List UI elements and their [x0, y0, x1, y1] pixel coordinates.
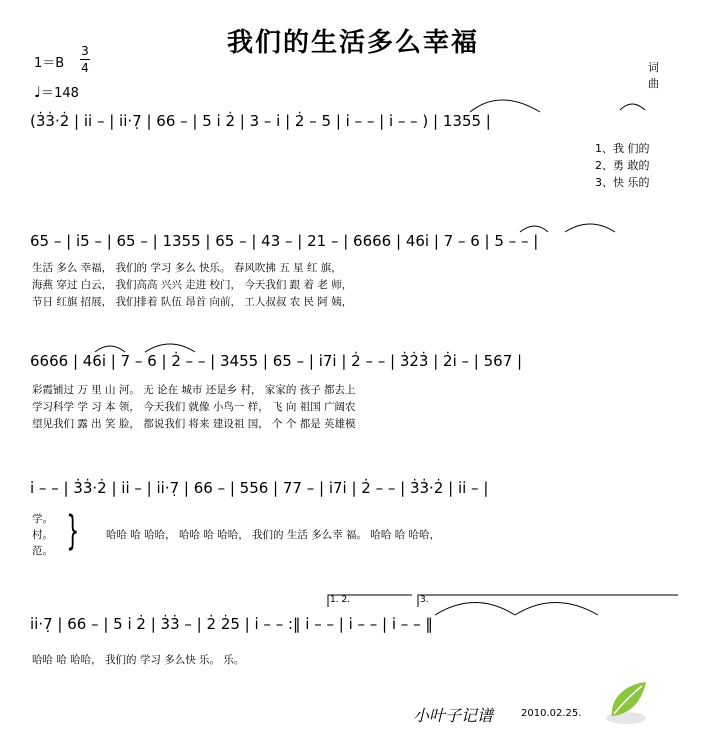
- notation-line-3: 6666 | 46i̇ | 7 – 6 | 2̇ – – | 3455 | 65 – | i̇7i̇ | 2̇ – – | 3̇2̇3̇ | 2̇i̇ – | 567 |: [30, 352, 523, 370]
- verse-2-start: 2、勇 敢的: [595, 159, 650, 172]
- lyric-3-v2: 学习科学 学 习 本 领， 今天我们 就像 小鸟一 样， 飞 向 祖国 广阔农: [32, 401, 356, 413]
- ending-v1: 学。: [32, 513, 53, 525]
- lyric-3-v1: 彩霞铺过 万 里 山 河。 无 论在 城市 还是乡 村， 家家的 孩子 都去上: [32, 384, 356, 396]
- notation-line-5: i̇i̇·7̣ | 66 – | 5 i̇ 2̇ | 3̇3̇ – | 2̇ 2̇5 | i̇ – – :‖ i̇ – – | i̇ – – | i̇ – – ‖: [30, 615, 433, 633]
- lyric-2-v3: 节日 红旗 招展， 我们排着 队伍 昂首 向前， 工人叔叔 农 民 阿 姨，: [32, 296, 353, 308]
- slur-row5-b: [515, 603, 598, 616]
- transcription-date: 2010.02.25.: [521, 708, 582, 719]
- lyric-2-v1: 生活 多么 幸福， 我们的 学习 多么 快乐。 春风吹拂 五 星 红 旗，: [32, 262, 342, 274]
- slur-row1-a: [470, 100, 540, 112]
- volta-1-label: 1. 2.: [330, 595, 351, 605]
- song-title: 我们的生活多么幸福: [226, 28, 479, 58]
- verse-3-start: 3、快 乐的: [595, 176, 650, 189]
- quarter-note-icon: ♩: [34, 83, 42, 101]
- meter-top: 3: [81, 44, 89, 58]
- key-signature: 1＝B: [34, 56, 65, 71]
- volta-1-bracket: [328, 595, 412, 607]
- slur-row5-a: [435, 603, 515, 616]
- slur-row2-a: [520, 226, 548, 232]
- slur-row3-a: [95, 346, 125, 352]
- notation-line-2: 65 – | i̇5 – | 65 – | 1355 | 65 – | 43 – | 21 – | 6666 | 46i̇ | 7 – 6 | 5 – – |: [30, 232, 539, 250]
- ending-v3: 范。: [32, 545, 53, 557]
- lyric-4-chorus: 哈哈 哈 哈哈， 哈哈 哈 哈哈， 我们的 生活 多么幸 福。 哈哈 哈 哈哈，: [106, 529, 441, 541]
- lyricist-label: 词: [648, 61, 659, 74]
- lyric-2-v2: 海燕 穿过 白云， 我们高高 兴兴 走进 校门， 今天我们 跟 着 老 师，: [32, 279, 353, 291]
- volta-2-label: 3.: [420, 595, 429, 605]
- notation-line-4: i̇ – – | 3̇3̇·2̇ | i̇i̇ – | i̇i̇·7̣ | 66 – | 556 | 77 – | i̇7i̇ | 2̇ – – | 3̇3̇·2̇ | i̇i̇ – |: [30, 479, 489, 497]
- transcriber-signature: 小叶子记谱: [413, 706, 494, 725]
- verse-1-start: 1、我 们的: [595, 142, 650, 155]
- lyric-5-chorus: 哈哈 哈 哈哈， 我们的 学习 多么快 乐。 乐。: [32, 654, 245, 666]
- ending-v2: 村。: [32, 529, 53, 541]
- tempo-value: ＝148: [41, 86, 79, 101]
- slur-row1-b: [620, 104, 645, 110]
- composer-label: 曲: [648, 77, 659, 90]
- leaf-logo-icon: [602, 678, 650, 728]
- notation-line-1: (3̇3̇·2̇ | i̇i̇ – | i̇i̇·7̣ | 66 – | 5 i̇ 2̇ | 3 – i̇ | 2̇ – 5 | i̇ – – | i̇ – – ) | 1355 |: [30, 112, 491, 130]
- brace-icon: }: [66, 508, 80, 554]
- slur-row3-b: [145, 344, 195, 352]
- slur-row2-b: [565, 224, 615, 232]
- lyric-3-v3: 望见我们 露 出 笑 脸， 都说我们 将来 建设祖 国， 个 个 都是 英雄模: [32, 418, 356, 430]
- meter-bottom: 4: [81, 61, 89, 75]
